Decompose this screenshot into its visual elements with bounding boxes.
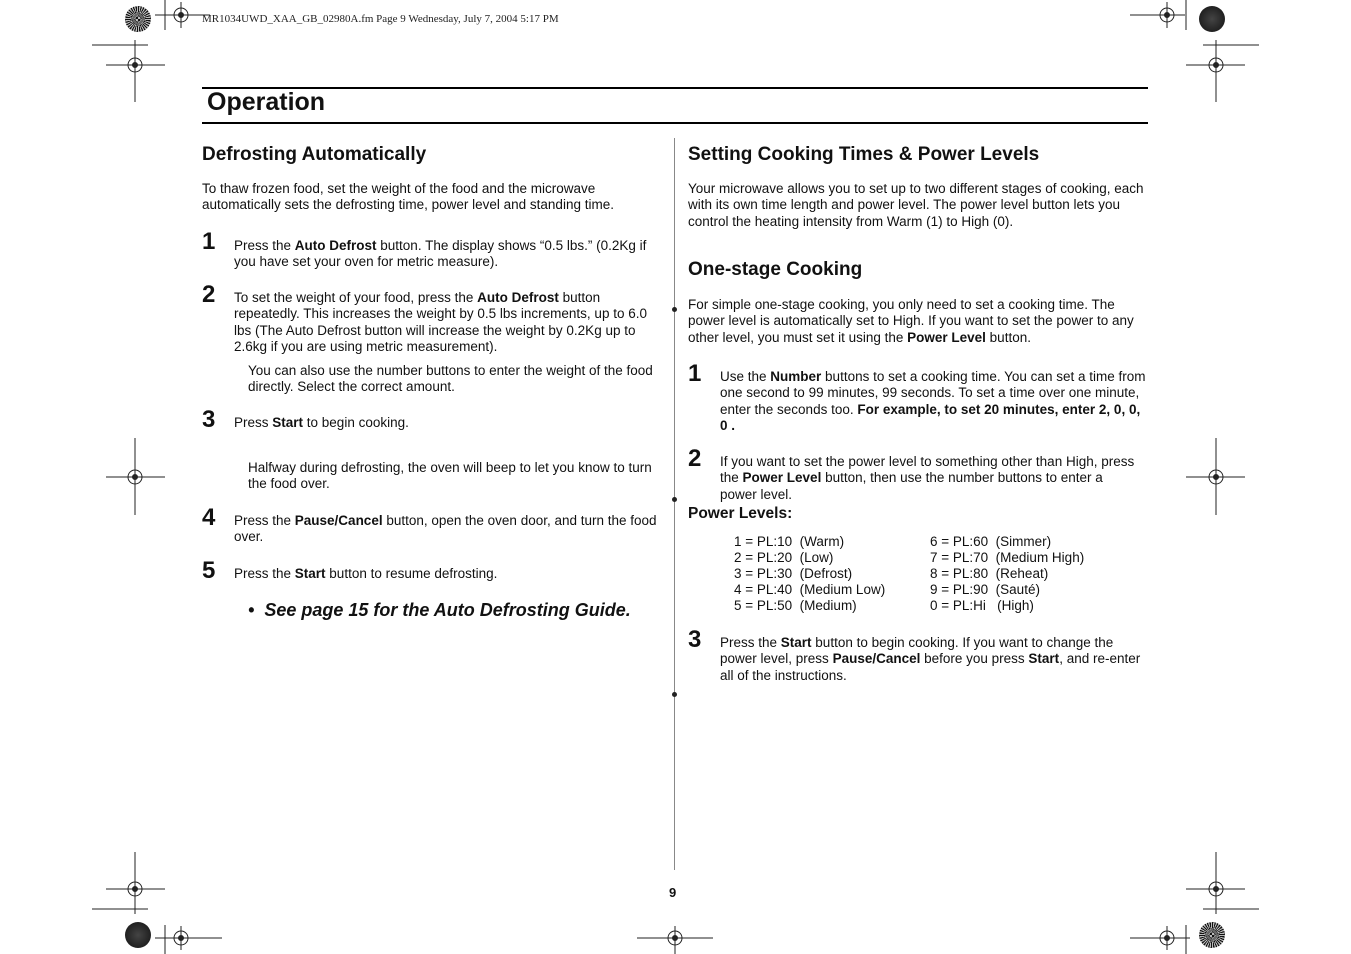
power-levels-heading: Power Levels: [688, 505, 793, 522]
print-header-meta: MR1034UWD_XAA_GB_02980A.fm Page 9 Wednesday, July 7, 2004 5:17 PM [202, 13, 559, 25]
step-number: 1 [688, 360, 702, 387]
one-stage-intro: For simple one-stage cooking, you only need to set a cooking time. The power level is automatically set to High. If you want to set the power to any other level, you must set it using the Power Level button. [688, 297, 1134, 345]
power-level-item: 4 = PL:40 (Medium Low) [734, 582, 886, 597]
divider-dot [672, 307, 677, 312]
color-target-icon [1199, 6, 1225, 32]
cooking-times-heading: Setting Cooking Times & Power Levels [688, 144, 1040, 165]
color-target-icon [1199, 922, 1225, 948]
title-rule-top [202, 87, 1148, 89]
step-number: 5 [202, 557, 216, 584]
one-stage-step-2: If you want to set the power level to something other than High, press the Power Level button, then use the number buttons to enter a power level. [720, 454, 1135, 502]
defrost-step-3-note: Halfway during defrosting, the oven will beep to let you know to turn the food over. [248, 460, 652, 492]
one-stage-step-3: Press the Start button to begin cooking. If you want to change the power level, press Pause/Cancel before you press Start, and re-enter all of the instructions. [720, 635, 1141, 683]
page-number: 9 [669, 885, 677, 900]
step-number: 3 [202, 406, 216, 433]
defrost-guide-reference: • See page 15 for the Auto Defrosting Guide. [248, 600, 631, 620]
power-level-item: 0 = PL:Hi (High) [930, 598, 1034, 613]
defrost-step-3: Press Start to begin cooking. [234, 415, 409, 430]
step-number: 2 [202, 281, 216, 308]
power-level-item: 2 = PL:20 (Low) [734, 550, 834, 565]
defrost-step-2-note: You can also use the number buttons to enter the weight of the food directly. Select the correct amount. [248, 363, 653, 395]
power-levels-list-right [930, 534, 1084, 614]
defrost-intro: To thaw frozen food, set the weight of the food and the microwave automatically sets the defrosting time, power level and standing time. [202, 181, 614, 213]
cooking-times-intro: Your microwave allows you to set up to two different stages of cooking, each with its own time length and power level. The power level button lets you control the heating intensity from Warm (1) to High (0). [688, 181, 1144, 229]
power-level-item: 9 = PL:90 (Sauté) [930, 582, 1040, 597]
page-title: Operation [207, 88, 326, 116]
divider-dot [672, 497, 677, 502]
title-rule-bottom [202, 122, 1148, 124]
power-levels-list-left [734, 534, 885, 614]
one-stage-step-1: Use the Number buttons to set a cooking time. You can set a time from one second to 99 minutes, 99 seconds. To set a time over one minute, enter the seconds too. For example, to set 20 minutes, enter 2, 0, 0, 0 . [720, 369, 1146, 433]
power-level-item: 3 = PL:30 (Defrost) [734, 566, 853, 581]
step-number: 2 [688, 445, 702, 472]
defrost-step-1: Press the Auto Defrost button. The display shows “0.5 lbs.” (0.2Kg if you have set your oven for metric measure). [234, 238, 647, 270]
power-level-item: 8 = PL:80 (Reheat) [930, 566, 1049, 581]
bullet-icon: • [248, 600, 255, 620]
power-level-item: 6 = PL:60 (Simmer) [930, 534, 1052, 549]
column-divider [674, 138, 675, 870]
step-number: 4 [202, 504, 216, 531]
defrost-step-4: Press the Pause/Cancel button, open the oven door, and turn the food over. [234, 513, 657, 545]
defrost-step-2: To set the weight of your food, press the Auto Defrost button repeatedly. This increases the weight by 0.5 lbs increments, up to 6.0 lbs (The Auto Defrost button will increase the weight by 0.2Kg up to 2.6kg if you are using metric measurement). [234, 290, 647, 354]
defrost-step-5: Press the Start button to resume defrosting. [234, 566, 498, 581]
color-target-icon [125, 922, 151, 948]
step-number: 1 [202, 228, 216, 255]
color-target-icon [125, 6, 151, 32]
power-level-item: 7 = PL:70 (Medium High) [930, 550, 1085, 565]
step-number: 3 [688, 626, 702, 653]
divider-dot [672, 692, 677, 697]
one-stage-heading: One-stage Cooking [688, 259, 863, 280]
power-level-item: 1 = PL:10 (Warm) [734, 534, 845, 549]
power-level-item: 5 = PL:50 (Medium) [734, 598, 857, 613]
defrost-heading: Defrosting Automatically [202, 144, 427, 165]
